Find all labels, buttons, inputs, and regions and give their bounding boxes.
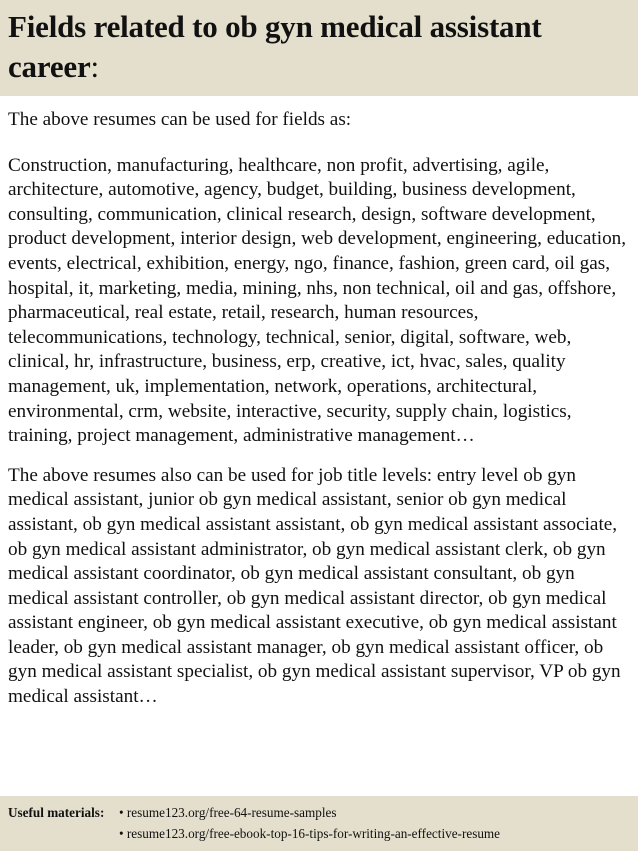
- resource-link-resume-samples[interactable]: • resume123.org/free-64-resume-samples: [119, 805, 337, 820]
- job-levels-text: The above resumes also can be used for job title levels: entry level ob gyn medical assistant, junior ob gyn medical assistant, senior ob gyn medical assistant, ob gyn medical assistant assistant, ob gyn medical assistant associate, ob gyn medical assistant administrator, ob gyn medical assistant clerk, ob gyn medical assistant coordinator, ob gyn medical assistant consultant, ob gyn medical assistant controller, ob gyn medical assistant director, ob gyn medical assistant engineer, ob gyn medical assistant executive, ob gyn medical assistant leader, ob gyn medical assistant manager, ob gyn medical assistant officer, ob gyn medical assistant specialist, ob gyn medical assistant supervisor, VP ob gyn medical assistant…: [8, 464, 621, 708]
- useful-materials-label-text: Useful materials: [8, 805, 100, 820]
- intro-text: The above resumes can be used for fields as:: [8, 109, 352, 130]
- page-title-colon: :: [90, 49, 99, 84]
- footer-row-1: [8, 802, 638, 823]
- page-title: [8, 7, 626, 87]
- useful-materials-label-colon: :: [99, 805, 105, 820]
- useful-materials-label: [8, 802, 119, 823]
- fields-list: Construction, manufacturing, healthcare, non profit, advertising, agile, architecture, automotive, agency, budget, building, business development, consulting, communication, clinical research, design, software development, product development, interior design, web development, engineering, education, events, electrical, exhibition, energy, ngo, finance, fashion, green card, oil gas, hospital, it, marketing, media, mining, nhs, non technical, oil and gas, offshore, pharmaceutical, real estate, retail, research, human resources, telecommunications, technology, technical, senior, digital, software, web, clinical, hr, infrastructure, business, erp, creative, ict, hvac, sales, quality management, uk, implementation, network, operations, architectural, environmental, crm, website, interactive, security, supply chain, logistics, training, project management, administrative management…: [8, 154, 627, 447]
- main-content: [8, 108, 632, 710]
- footer-row-2: [8, 823, 638, 844]
- header-band: [0, 0, 638, 96]
- resource-link-ebook-tips[interactable]: • resume123.org/free-ebook-top-16-tips-for-writing-an-effective-resume: [119, 826, 501, 841]
- footer-indent: [8, 823, 119, 844]
- footer-band: [0, 796, 638, 851]
- page-title-text: Fields related to ob gyn medical assistant career: [8, 9, 542, 84]
